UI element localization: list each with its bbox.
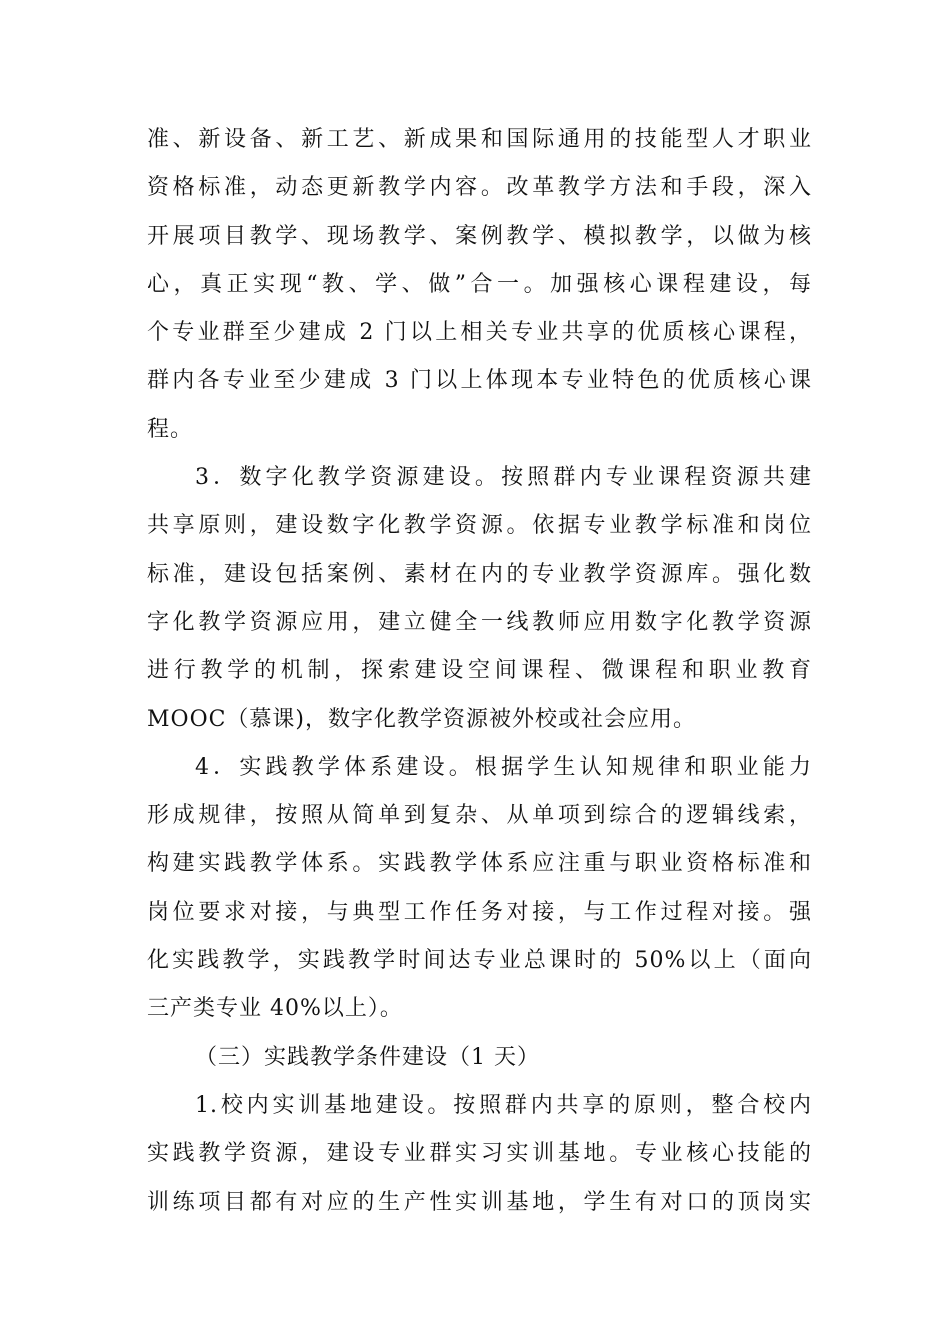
text-line: 个专业群至少建成 2 门以上相关专业共享的优质核心课程，	[147, 320, 812, 346]
text-line: 标准，建设包括案例、素材在内的专业教学资源库。强化数	[147, 561, 812, 587]
text-line: 字化教学资源应用，建立健全一线教师应用数字化教学资源	[147, 609, 812, 635]
text-line: 心，真正实现“教、学、做”合一。加强核心课程建设，每	[147, 271, 812, 297]
text-line: 实践教学资源，建设专业群实习实训基地。专业核心技能的	[147, 1141, 812, 1167]
text-line: 资格标准，动态更新教学内容。改革教学方法和手段，深入	[147, 175, 812, 201]
text-line: 共享原则，建设数字化教学资源。依据专业教学标准和岗位	[147, 513, 812, 539]
text-line: 训练项目都有对应的生产性实训基地，学生有对口的顶岗实	[147, 1189, 812, 1215]
text-line: MOOC（慕课)，数字化教学资源被外校或社会应用。	[147, 706, 697, 732]
text-line: 化实践教学，实践教学时间达专业总课时的 50%以上（面向	[147, 948, 812, 974]
text-line: 三产类专业 40%以上）。	[147, 996, 403, 1022]
text-line: 程。	[147, 416, 194, 442]
text-line: 形成规律，按照从简单到复杂、从单项到综合的逻辑线索，	[147, 803, 812, 829]
body-text	[147, 116, 812, 1227]
text-line: 群内各专业至少建成 3 门以上体现本专业特色的优质核心课	[147, 368, 812, 394]
text-line: 构建实践教学体系。实践教学体系应注重与职业资格标准和	[147, 851, 812, 877]
text-line: 1.校内实训基地建设。按照群内共享的原则，整合校内	[195, 1092, 812, 1118]
text-line: 岗位要求对接，与典型工作任务对接，与工作过程对接。强	[147, 899, 812, 925]
text-line: 4．实践教学体系建设。根据学生认知规律和职业能力	[195, 754, 812, 780]
text-line: 开展项目教学、现场教学、案例教学、模拟教学，以做为核	[147, 223, 812, 249]
text-line: 进行教学的机制，探索建设空间课程、微课程和职业教育	[147, 658, 812, 684]
text-line: （三）实践教学条件建设（1 天）	[195, 1044, 540, 1070]
text-line: 准、新设备、新工艺、新成果和国际通用的技能型人才职业	[147, 127, 812, 152]
text-line: 3．数字化教学资源建设。按照群内专业课程资源共建	[195, 465, 812, 491]
